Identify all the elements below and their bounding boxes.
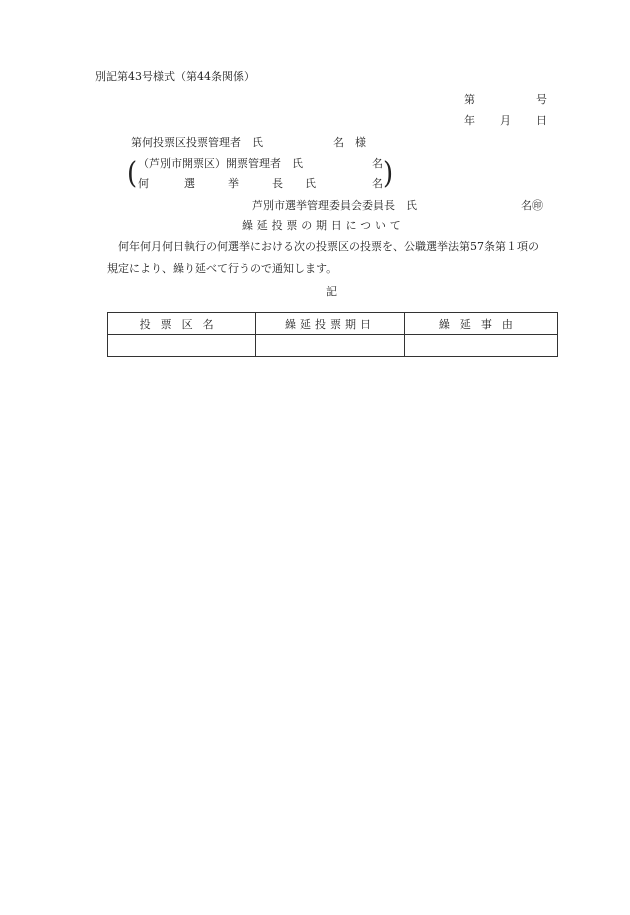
- cc-election-chief: 選 挙 長: [184, 177, 283, 190]
- cc-counting-manager: （芦別市開票区）開票管理者 氏: [138, 157, 303, 170]
- sender-name-seal: 名㊞: [521, 199, 543, 212]
- cell-polling-district: [108, 335, 256, 357]
- cell-postponed-date: [256, 335, 404, 357]
- cc-counting-manager-name: 名: [372, 157, 383, 170]
- addressee-polling-manager: 第何投票区投票管理者 氏: [131, 136, 263, 149]
- date-year-label: 年: [464, 114, 475, 127]
- postponement-table: [107, 312, 558, 357]
- body-text-line-2: 規定により、繰り延べて行うので通知します。: [107, 262, 338, 275]
- addressee-polling-manager-name: 名 様: [333, 136, 366, 149]
- table-header-row: [108, 313, 558, 335]
- form-title: 別記第43号様式（第44条関係）: [95, 70, 255, 83]
- cell-postponement-reason: [404, 335, 557, 357]
- document-subject: 繰延投票の期日について: [242, 219, 405, 232]
- header-postponement-reason: 繰延事由: [404, 313, 557, 335]
- cc-close-bracket: ): [383, 156, 394, 192]
- sender-title: 芦別市選挙管理委員会委員長 氏: [252, 199, 417, 212]
- header-polling-district: 投票区名: [108, 313, 256, 335]
- cc-election-prefix: 何: [138, 177, 149, 190]
- date-month-label: 月: [500, 114, 511, 127]
- date-day-label: 日: [536, 114, 547, 127]
- cc-election-chief-name: 名: [372, 177, 383, 190]
- document-number-suffix: 号: [536, 93, 547, 106]
- ki-heading: 記: [326, 285, 337, 298]
- document-number-label: 第: [464, 93, 475, 106]
- header-postponed-date: 繰延投票期日: [256, 313, 404, 335]
- body-text-line-1: 何年何月何日執行の何選挙における次の投票区の投票を、公職選挙法第57条第１項の: [118, 240, 539, 253]
- cc-election-chief-shi: 氏: [305, 177, 316, 190]
- cc-open-bracket: (: [127, 156, 138, 192]
- table-row: [108, 335, 558, 357]
